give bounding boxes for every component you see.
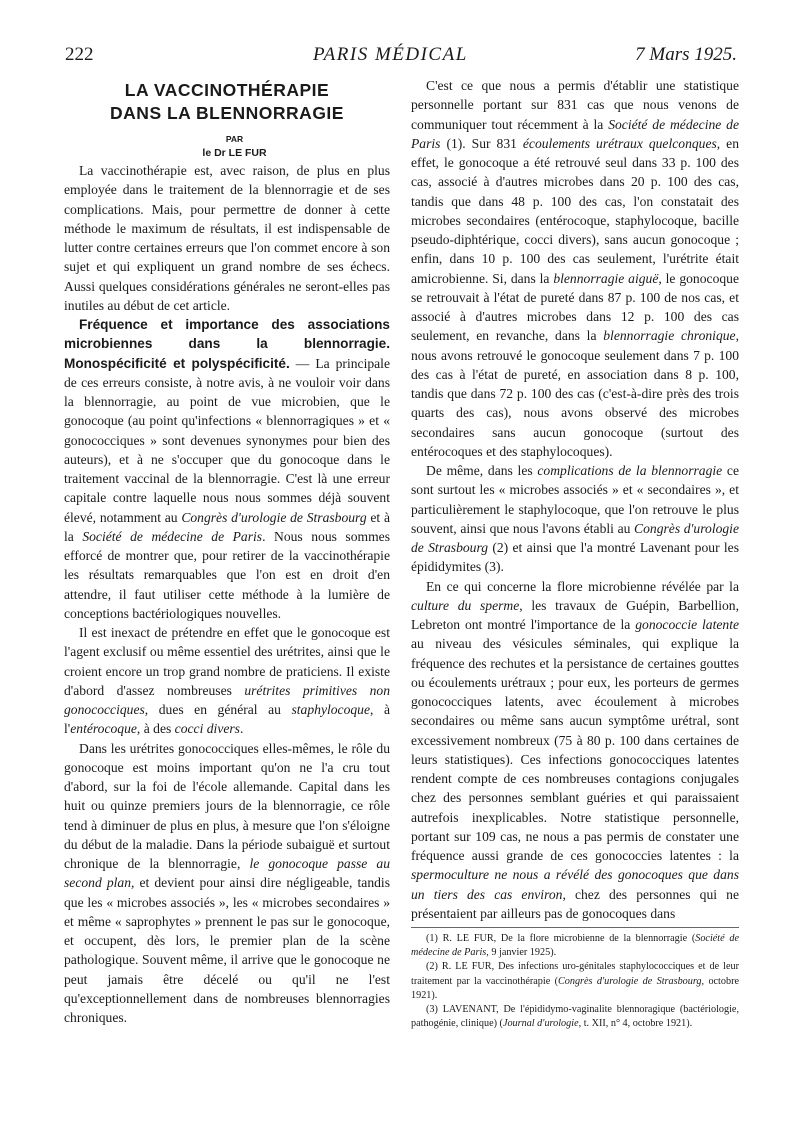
footnote-1: (1) R. LE FUR, De la flore microbienne de la blennorragie (Société de médecine de Paris, 9 janvier 1925).	[411, 933, 739, 959]
paragraph-3: Dans les urétrites gonococciques elles-mêmes, le rôle du gonocoque est moins important qu'on ne l'a cru tout d'abord, sur la foi de l'école allemande. Capital dans les huit ou quinze premiers jours de la blennorragie, ce rôle tend à diminuer de plus en plus, à mesure que l'on s'éloigne du début de la maladie. Dans la période subaiguë et surtout chronique de la blennorragie, le gonocoque passe au second plan, et devient pour ainsi dire négligeable, tandis que les « microbes associés », les « microbes secondaires » et même « saprophytes » prennent le pas sur le gonocoque, et occupent, dès lors, le premier plan de la scène pathologique. Souvent même, il arrive que le gonocoque ne peut jamais être décelé ou qu'il ne l'est qu'exceptionnellement dans de nombreuses blennorragies chroniques.	[64, 740, 391, 1025]
footnote-2: (2) R. LE FUR, Des infections uro-génitales staphylococciques et de leur traitement par la vaccinothérapie (Congrès d'urologie de Strasbourg, octobre 1921).	[411, 961, 739, 1001]
title-line-2: DANS LA BLENNORRAGIE	[110, 103, 344, 123]
title-line-1: LA VACCINOTHÉRAPIE	[124, 80, 330, 100]
section-heading: Fréquence et importance des associations microbiennes dans la blennorragie. Monospécificité et polyspécificité.	[64, 317, 390, 371]
intro-paragraph: La vaccinothérapie est, avec raison, de plus en plus employée dans le traitement de la blennorragie et de ses complications. Mais, pour permettre de donner à cette méthode le maximum de résultats, il est indispensable de lutter contre certaines erreurs que l'on commet encore à son sujet et qui expliquent un grand nombre de ses échecs. Aussi quelques considérations générales ne seront-elles pas inutiles au début de cet article.	[64, 163, 390, 313]
paragraph-flore: En ce qui concerne la flore microbienne révélée par la culture du sperme, les travaux de Guépin, Barbellion, Lebreton ont montré l'importance de la gonococcie latente au niveau des vésicules séminales, qui explique la fréquence des rechutes et la persistance de certaines gouttes ou écoulements urétraux ; pour eux, les porteurs de germes gonococciques latents, avec écoulement à microbes secondaires ou même sans aucun symptôme urétral, sont excessivement nombreux (75 à 80 p. 100 dans certaines de leurs statistiques). Ces infections gonococciques latentes rendent compte de ces nombreuses contagions conjugales chez des personnes semblant guéries et qui paraissaient autrefois inexplicables. Notre statistique personnelle, portant sur 109 cas, ne nous a pas permis de constater une fréquence aussi grande de ces gonococcies latentes : la spermoculture ne nous a révélé des gonocoques que dans un tiers des cas environ, chez des personnes qui ne présentaient par ailleurs pas de gonocoques dans	[411, 578, 740, 921]
footnotes	[411, 927, 739, 1031]
paragraph-2: Il est inexact de prétendre en effet que le gonocoque est l'agent exclusif ou même essentiel des urétrites, ainsi que le croient encore un trop grand nombre de praticiens. Il existe d'abord d'assez nombreuses urétrites primitives non gonococciques, dues en général au staphylocoque, à l'entérocoque, à des cocci divers.	[64, 625, 390, 737]
byline-author: le Dr LE FUR	[202, 147, 267, 159]
footnote-3: (3) LAVENANT, De l'épididymo-vaginalite blennoragique (bactériologie, pathogénie, clinique) (Journal d'urologie, t. XII, n° 4, octobre 1921).	[411, 1004, 739, 1030]
journal-title: PARIS MÉDICAL	[313, 44, 468, 65]
right-column	[411, 76, 739, 1031]
byline-par: PAR	[225, 134, 244, 144]
paragraph-statistics: C'est ce que nous a permis d'établir une statistique personnelle portant sur 831 cas que nous venons de communiquer tout récemment à la Société de médecine de Paris (1). Sur 831 écoulements urétraux quelconques, en effet, le gonocoque a été retrouvé seul dans 33 p. 100 des cas, associé à d'autres microbes dans 20 p. 100 des cas, tandis que dans 48 p. 100 des cas, l'on constatait des microbes secondaires (entérocoque, staphylocoque, bacille pseudo-diphtérique, cocci divers), sans aucun gonocoque ; enfin, dans 10 p. 100 des cas seulement, l'urétrite était amicrobienne. Si, dans la blennorragie aiguë, le gonocoque se retrouvait à l'état de pureté dans 87 p. 100 de nos cas, et associé à d'autres microbes dans 12 p. 100 des cas seulement, en revanche, dans la blennorragie chronique, nous avons retrouvé le gonocoque seulement dans 7 p. 100 des cas à l'état de pureté, en association dans 8 p. 100, tandis que dans 72 p. 100 des cas (c'est-à-dire près des trois quarts des cas), nous avons observé des microbes secondaires sans aucun gonocoque (surtout des entérocoques et des staphylocoques).	[411, 78, 739, 459]
left-column	[64, 76, 390, 1027]
running-header	[63, 44, 739, 72]
section-paragraph: Fréquence et importance des associations microbiennes dans la blennorragie. Monospécificité et polyspécificité. — La principale de ces erreurs consiste, à notre avis, à ne vouloir voir dans la blennorragie, au point de vue microbien, que le gonocoque (au point qu'infections « blennorragiques » et « gonococciques » sont devenues synonymes pour bien des auteurs), et à ne s'occuper que du gonocoque dans le traitement vaccinal de la blennorragie. C'est là une erreur capitale contre laquelle nous nous sommes déjà souvent élevé, notamment au Congrès d'urologie de Strasbourg et à la Société de médecine de Paris. Nous nous sommes efforcé de montrer que, pour retirer de la vaccinothérapie les résultats remarquables que l'on est en droit d'en attendre, il faut utiliser cette méthode à la lumière de conceptions bactériologiques nouvelles.	[64, 317, 390, 621]
page-number: 222	[65, 44, 94, 65]
issue-date: 7 Mars 1925.	[635, 44, 737, 65]
article-title	[64, 79, 390, 125]
paragraph-complications: De même, dans les complications de la blennorragie ce sont surtout les « microbes associés » et « secondaires », et particulièrement le staphylocoque, que l'on retrouve le plus souvent, ainsi que nous l'avons établi au Congrès d'urologie de Strasbourg (2) et ainsi que l'a montré Lavenant pour les épididymites (3).	[411, 463, 739, 575]
